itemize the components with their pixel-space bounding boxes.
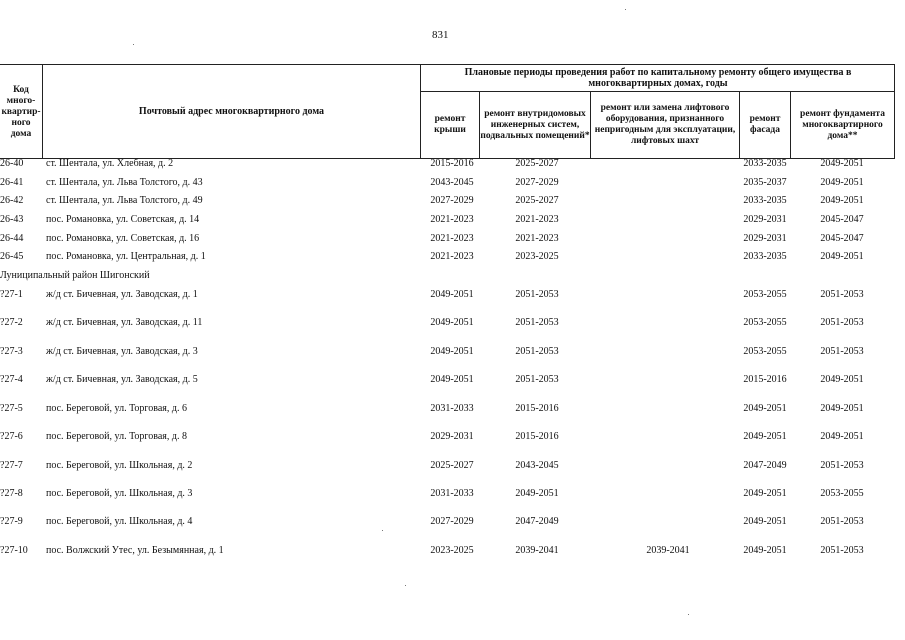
header-foundation: ремонт фундамента многоквартирного дома** <box>800 108 885 141</box>
header-facade: ремонт фасада <box>749 114 781 135</box>
cell-foundation: 2051-2053 <box>820 317 864 328</box>
cell-roof: 2015-2016 <box>430 158 474 169</box>
header-lift: ремонт или замена лифтового оборудования, признанного непригодным для эксплуатации, лифтовых шахт <box>594 103 736 146</box>
cell-code: ?27-1 <box>0 289 23 300</box>
scan-speck <box>405 585 406 586</box>
header-code-line: ного <box>11 117 31 128</box>
cell-foundation: 2051-2053 <box>820 289 864 300</box>
cell-roof: 2043-2045 <box>430 177 474 188</box>
cell-roof: 2025-2027 <box>430 460 474 471</box>
cell-facade: 2033-2035 <box>743 158 787 169</box>
cell-facade: 2053-2055 <box>743 346 787 357</box>
cell-facade: 2033-2035 <box>743 195 787 206</box>
cell-code: ?27-4 <box>0 374 23 385</box>
page-number: 831 <box>432 29 449 41</box>
cell-lift: 2039-2041 <box>646 545 690 556</box>
cell-code: ?27-6 <box>0 431 23 442</box>
cell-code: ?27-7 <box>0 460 23 471</box>
cell-code: 26-44 <box>0 233 24 244</box>
cell-engineering: 2043-2045 <box>515 460 559 471</box>
cell-facade: 2029-2031 <box>743 233 787 244</box>
cell-foundation: 2049-2051 <box>820 431 864 442</box>
cell-address: пос. Береговой, ул. Школьная, д. 3 <box>46 488 193 499</box>
cell-engineering: 2023-2025 <box>515 251 559 262</box>
cell-engineering: 2047-2049 <box>515 516 559 527</box>
cell-engineering: 2025-2027 <box>515 158 559 169</box>
cell-code: ?27-2 <box>0 317 23 328</box>
cell-engineering: 2015-2016 <box>515 403 559 414</box>
cell-roof: 2021-2023 <box>430 251 474 262</box>
cell-roof: 2031-2033 <box>430 488 474 499</box>
cell-code: 26-41 <box>0 177 24 188</box>
cell-roof: 2049-2051 <box>430 346 474 357</box>
cell-facade: 2053-2055 <box>743 317 787 328</box>
cell-foundation: 2049-2051 <box>820 403 864 414</box>
cell-address: ж/д ст. Бичевная, ул. Заводская, д. 1 <box>46 289 198 300</box>
cell-code: 26-43 <box>0 214 24 225</box>
header-address: Почтовый адрес многоквартирного дома <box>138 105 325 117</box>
cell-facade: 2029-2031 <box>743 214 787 225</box>
cell-foundation: 2049-2051 <box>820 158 864 169</box>
cell-foundation: 2051-2053 <box>820 460 864 471</box>
cell-facade: 2049-2051 <box>743 431 787 442</box>
cell-engineering: 2021-2023 <box>515 233 559 244</box>
cell-address: ж/д ст. Бичевная, ул. Заводская, д. 11 <box>46 317 203 328</box>
cell-facade: 2047-2049 <box>743 460 787 471</box>
cell-facade: 2049-2051 <box>743 516 787 527</box>
header-code <box>0 66 42 158</box>
cell-engineering: 2021-2023 <box>515 214 559 225</box>
cell-engineering: 2051-2053 <box>515 346 559 357</box>
cell-roof: 2031-2033 <box>430 403 474 414</box>
cell-address: пос. Береговой, ул. Школьная, д. 2 <box>46 460 193 471</box>
cell-address: ст. Шентала, ул. Льва Толстого, д. 49 <box>46 195 203 206</box>
cell-roof: 2027-2029 <box>430 516 474 527</box>
scan-speck <box>133 44 134 45</box>
cell-roof: 2021-2023 <box>430 233 474 244</box>
cell-address: ст. Шентала, ул. Льва Толстого, д. 43 <box>46 177 203 188</box>
header-code-line: дома <box>10 128 32 139</box>
cell-engineering: 2051-2053 <box>515 374 559 385</box>
cell-foundation: 2045-2047 <box>820 233 864 244</box>
cell-roof: 2029-2031 <box>430 431 474 442</box>
scan-speck <box>382 530 383 531</box>
cell-foundation: 2051-2053 <box>820 346 864 357</box>
header-engineering: ремонт внутридомовых инженерных систем, подвальных помещений* <box>480 108 590 141</box>
cell-facade: 2049-2051 <box>743 488 787 499</box>
section-title: Луниципальный район Шигонский <box>0 270 150 281</box>
header-code-line: Код <box>13 84 29 95</box>
header-code-line: много- <box>6 95 36 106</box>
cell-address: пос. Романовка, ул. Центральная, д. 1 <box>46 251 206 262</box>
header-code-line: квартир- <box>1 106 41 117</box>
cell-roof: 2027-2029 <box>430 195 474 206</box>
cell-roof: 2049-2051 <box>430 289 474 300</box>
cell-address: ст. Шентала, ул. Хлебная, д. 2 <box>46 158 174 169</box>
cell-foundation: 2051-2053 <box>820 516 864 527</box>
cell-engineering: 2015-2016 <box>515 431 559 442</box>
cell-code: 26-40 <box>0 158 24 169</box>
cell-code: 26-42 <box>0 195 24 206</box>
cell-engineering: 2039-2041 <box>515 545 559 556</box>
cell-facade: 2035-2037 <box>743 177 787 188</box>
cell-engineering: 2051-2053 <box>515 317 559 328</box>
cell-code: ?27-10 <box>0 545 28 556</box>
header-periods-title: Плановые периоды проведения работ по капитальному ремонту общего имущества в многоквартирных домах, годы <box>464 67 852 89</box>
cell-code: 26-45 <box>0 251 24 262</box>
cell-engineering: 2027-2029 <box>515 177 559 188</box>
cell-code: ?27-5 <box>0 403 23 414</box>
cell-foundation: 2051-2053 <box>820 545 864 556</box>
cell-code: ?27-9 <box>0 516 23 527</box>
cell-foundation: 2045-2047 <box>820 214 864 225</box>
cell-address: ж/д ст. Бичевная, ул. Заводская, д. 3 <box>46 346 198 357</box>
cell-facade: 2049-2051 <box>743 403 787 414</box>
cell-roof: 2049-2051 <box>430 374 474 385</box>
cell-engineering: 2049-2051 <box>515 488 559 499</box>
scan-speck <box>688 614 689 615</box>
cell-facade: 2049-2051 <box>743 545 787 556</box>
cell-foundation: 2049-2051 <box>820 251 864 262</box>
cell-address: пос. Волжский Утес, ул. Безымянная, д. 1 <box>46 545 224 556</box>
cell-code: ?27-3 <box>0 346 23 357</box>
cell-facade: 2053-2055 <box>743 289 787 300</box>
cell-address: пос. Романовка, ул. Советская, д. 16 <box>46 233 200 244</box>
cell-address: ж/д ст. Бичевная, ул. Заводская, д. 5 <box>46 374 198 385</box>
cell-address: пос. Романовка, ул. Советская, д. 14 <box>46 214 200 225</box>
cell-foundation: 2049-2051 <box>820 177 864 188</box>
cell-roof: 2021-2023 <box>430 214 474 225</box>
cell-engineering: 2025-2027 <box>515 195 559 206</box>
cell-engineering: 2051-2053 <box>515 289 559 300</box>
cell-foundation: 2049-2051 <box>820 374 864 385</box>
cell-facade: 2033-2035 <box>743 251 787 262</box>
cell-address: пос. Береговой, ул. Торговая, д. 8 <box>46 431 187 442</box>
cell-roof: 2023-2025 <box>430 545 474 556</box>
scan-speck <box>625 9 626 10</box>
cell-foundation: 2049-2051 <box>820 195 864 206</box>
cell-code: ?27-8 <box>0 488 23 499</box>
cell-foundation: 2053-2055 <box>820 488 864 499</box>
cell-roof: 2049-2051 <box>430 317 474 328</box>
cell-facade: 2015-2016 <box>743 374 787 385</box>
header-roof: ремонт крыши <box>434 114 466 135</box>
cell-address: пос. Береговой, ул. Школьная, д. 4 <box>46 516 193 527</box>
cell-address: пос. Береговой, ул. Торговая, д. 6 <box>46 403 187 414</box>
